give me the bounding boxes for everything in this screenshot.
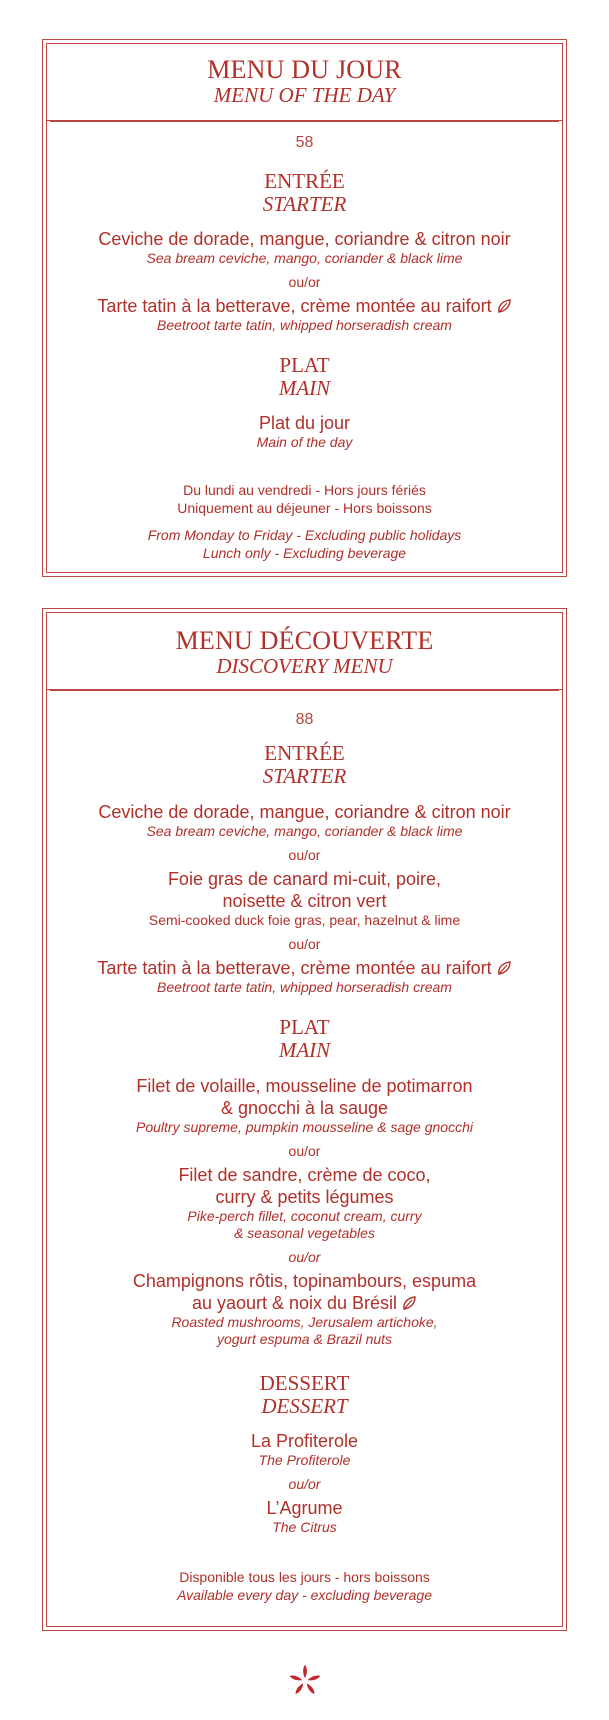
dish-name-en: Semi-cooked duck foie gras, pear, hazelnut & lime	[148, 912, 461, 928]
dish-name-fr: au yaourt & noix du Brésil	[191, 1293, 398, 1313]
or-separator: ou/or	[288, 936, 321, 952]
dish-name-fr: Ceviche de dorade, mangue, coriandre & citron noir	[98, 229, 511, 249]
dish-name-en: Pike-perch fillet, coconut cream, curry	[187, 1208, 422, 1224]
dish-name-en: & seasonal vegetables	[234, 1225, 375, 1241]
menu-decouverte-header	[47, 613, 562, 690]
dish-name-fr: Filet de sandre, crème de coco,	[178, 1165, 431, 1185]
starter-label-fr: ENTRÉE	[264, 169, 345, 193]
dessert-label-fr: DESSERT	[259, 1371, 350, 1395]
dish-name-fr: Foie gras de canard mi-cuit, poire,	[167, 869, 442, 889]
dish-name-en: The Citrus	[272, 1519, 337, 1535]
dish-name-fr: Filet de volaille, mousseline de potimarron	[136, 1076, 473, 1096]
main-label-en: MAIN	[278, 376, 331, 400]
menu-price: 88	[295, 711, 314, 728]
dish-name-fr: noisette & citron vert	[222, 891, 387, 911]
or-separator: ou/or	[288, 1249, 321, 1265]
dish-name-en: Roasted mushrooms, Jerusalem artichoke,	[171, 1314, 438, 1330]
or-separator: ou/or	[288, 274, 321, 290]
dish-name-fr: La Profiterole	[250, 1431, 359, 1451]
dish-name-fr: & gnocchi à la sauge	[220, 1098, 389, 1118]
dish-name-fr: Tarte tatin à la betterave, crème montée au raifort	[97, 296, 492, 316]
menu-title-fr: MENU DU JOUR	[207, 55, 402, 84]
note-fr: Uniquement au déjeuner - Hors boissons	[177, 500, 432, 516]
dish-name-fr: L’Agrume	[266, 1498, 343, 1518]
dish-name-fr: Plat du jour	[258, 413, 351, 433]
note-fr: Du lundi au vendredi - Hors jours fériés	[183, 482, 426, 498]
menu-title-fr: MENU DÉCOUVERTE	[175, 626, 434, 655]
dish-name-en: The Profiterole	[258, 1452, 351, 1468]
main-label-fr: PLAT	[279, 1015, 330, 1039]
starter-label-en: STARTER	[262, 192, 347, 216]
note-fr: Disponible tous les jours - hors boissons	[179, 1569, 430, 1585]
menu-price: 58	[295, 134, 314, 151]
or-separator: ou/or	[288, 847, 321, 863]
note-en: Lunch only - Excluding beverage	[202, 545, 407, 561]
starter-label-fr: ENTRÉE	[264, 741, 345, 765]
leaf-icon	[496, 298, 512, 314]
main-label-fr: PLAT	[279, 353, 330, 377]
dish-name-en: yogurt espuma & Brazil nuts	[216, 1331, 393, 1347]
leaf-icon	[401, 1295, 417, 1311]
dish-name-fr: Champignons rôtis, topinambours, espuma	[132, 1271, 477, 1291]
menu-title-en: MENU OF THE DAY	[213, 83, 396, 107]
note-en: From Monday to Friday - Excluding public holidays	[147, 527, 462, 543]
menu-title-en: DISCOVERY MENU	[216, 654, 393, 678]
menu-du-jour-card	[46, 43, 563, 573]
dish-name-en: Sea bream ceviche, mango, coriander & black lime	[146, 823, 463, 839]
main-label-en: MAIN	[278, 1038, 331, 1062]
dish-name-fr: Ceviche de dorade, mangue, coriandre & citron noir	[98, 802, 511, 822]
leaf-icon	[496, 960, 512, 976]
dish-name-en: Main of the day	[256, 434, 353, 450]
dish-name-en: Beetroot tarte tatin, whipped horseradish cream	[157, 317, 452, 333]
menu-du-jour-header	[47, 44, 562, 121]
dish-name-fr: Tarte tatin à la betterave, crème montée au raifort	[97, 958, 492, 978]
dish-name-fr: curry & petits légumes	[215, 1187, 394, 1207]
or-separator: ou/or	[288, 1476, 321, 1492]
or-separator: ou/or	[288, 1143, 321, 1159]
flower-logo-icon	[288, 1664, 322, 1698]
dish-name-en: Poultry supreme, pumpkin mousseline & sage gnocchi	[136, 1119, 473, 1135]
menu-decouverte-card	[46, 612, 563, 1627]
note-en: Available every day - excluding beverage	[176, 1587, 432, 1603]
dish-name-en: Beetroot tarte tatin, whipped horseradish cream	[157, 979, 452, 995]
dessert-label-en: DESSERT	[261, 1394, 348, 1418]
dish-name-en: Sea bream ceviche, mango, coriander & black lime	[146, 250, 463, 266]
starter-label-en: STARTER	[262, 764, 347, 788]
